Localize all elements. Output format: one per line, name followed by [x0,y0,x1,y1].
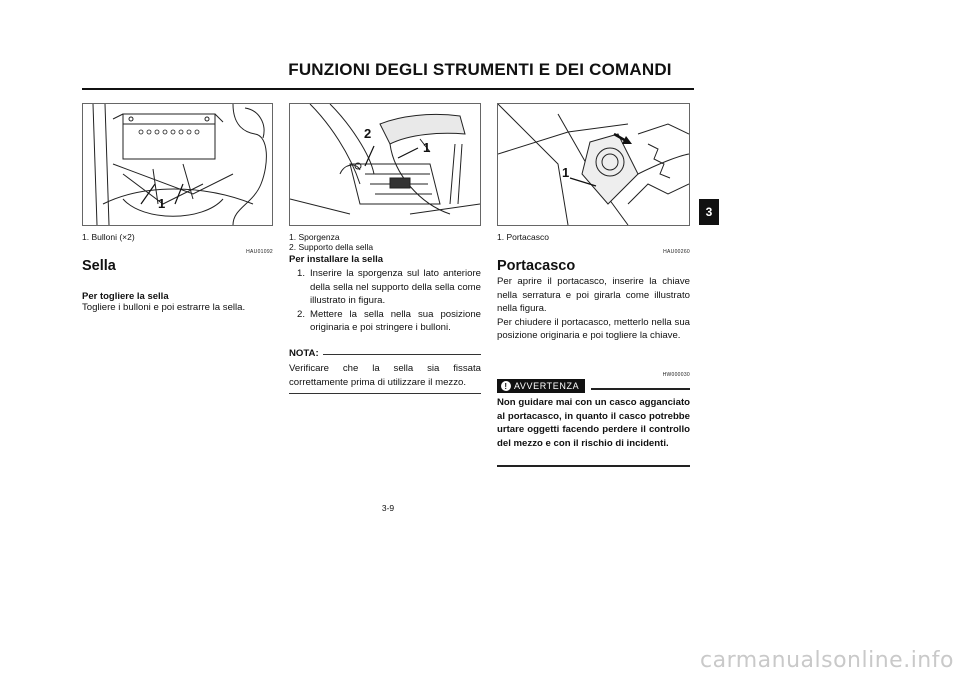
warning-end-rule [497,465,690,467]
warning-divider [591,388,690,390]
install-steps [289,267,481,335]
callout-1: 1 [423,140,431,155]
callout-1: 1 [158,196,166,211]
title-divider [82,88,694,90]
page-number: 3-9 [381,503,395,513]
chapter-tab: 3 [699,199,719,225]
caption-line: 1. Bulloni (×2) [82,232,135,242]
paragraph-helmet-holder: Per aprire il portacasco, inserire la chiave nella serratura e poi girarla come illustrato nella figura. Per chiudere il portacasco, metterlo nella sua posizione originaria e poi togliere la chiave. [497,276,690,342]
watermark: carmanualsonline.info [700,648,954,673]
reference-code: HAU00260 [663,249,690,255]
caption-line: 1. Sporgenza [289,232,340,242]
warning-text: Non guidare mai con un casco agganciato al portacasco, in quanto il casco potrebbe urtare oggetti facendo perdere il controllo del mezzo e con il rischio di incidenti. [497,397,690,449]
helmet-holder-illustration [498,104,689,225]
note-divider [323,354,481,355]
note-text: Verificare che la sella sia fissata correttamente prima di utilizzare il mezzo. [289,363,481,388]
section-heading-portacasco: Portacasco [497,258,576,274]
list-item: 1. Inserire la sporgenza sul lato anteriore della sella nel supporto della sella come illustrato in figura. [296,268,481,307]
warning-header [497,379,690,393]
caption-line: 1. Portacasco [497,232,549,242]
figure-seat-bolts [82,103,273,226]
seat-bolts-illustration [83,104,272,225]
figure-caption [82,232,273,242]
figure-seat-install [289,103,481,226]
seat-install-illustration [290,104,480,225]
note-header [289,348,481,359]
caption-line: 2. Supporto della sella [289,242,374,252]
callout-1: 1 [562,165,570,180]
note-end-rule [289,393,481,394]
note-label: NOTA: [289,348,319,359]
figure-caption [289,232,481,252]
figure-helmet-holder [497,103,690,226]
figure-caption [497,232,690,242]
warning-icon: ! [501,381,511,391]
subheading-remove-seat: Per togliere la sella [82,291,169,302]
subheading-install-seat: Per installare la sella [289,254,384,265]
callout-2: 2 [364,126,372,141]
warning-code: HW000030 [662,372,690,378]
section-heading-sella: Sella [82,258,116,274]
reference-code: HAU01092 [246,249,273,255]
warning-badge [497,379,585,393]
list-item: 2. Mettere la sella nella sua posizione originaria e poi stringere i bulloni. [296,308,481,334]
warning-label: AVVERTENZA [514,381,580,391]
page-title: FUNZIONI DEGLI STRUMENTI E DEI COMANDI [288,60,672,79]
paragraph-remove-seat: Togliere i bulloni e poi estrarre la sella. [82,302,246,313]
